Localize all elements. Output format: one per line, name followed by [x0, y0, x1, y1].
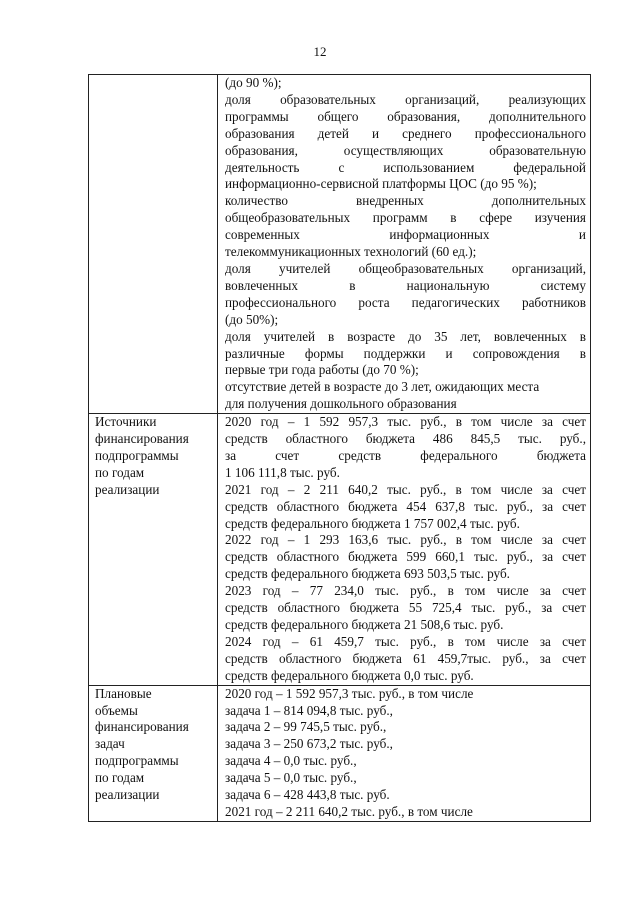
- content-line: средств федерального бюджета 1 757 002,4 тыс. руб.: [225, 515, 520, 531]
- row-label-line: подпрограммы: [95, 753, 179, 769]
- content-line: средств областного бюджета 486 845,5 тыс. руб.,: [225, 431, 586, 447]
- content-line: первые три года работы (до 70 %);: [225, 362, 419, 378]
- content-line: задача 4 – 0,0 тыс. руб.,: [225, 753, 357, 769]
- row-label-cell: [89, 75, 218, 414]
- content-line: образования, осуществляющих образовательную: [225, 142, 586, 158]
- row-content-cell: [218, 414, 591, 686]
- content-line: (до 90 %);: [225, 75, 282, 90]
- table-row: [89, 685, 591, 821]
- row-content-cell: [218, 75, 591, 414]
- content-line: 2020 год – 1 592 957,3 тыс. руб., в том числе за счет: [225, 414, 586, 430]
- content-line: доля учителей общеобразовательных организаций,: [225, 260, 586, 276]
- content-line: средств федерального бюджета 21 508,6 тыс. руб.: [225, 617, 504, 632]
- content-line: 2021 год – 2 211 640,2 тыс. руб., в том числе: [225, 803, 473, 819]
- content-line: доля образовательных организаций, реализующих: [225, 91, 586, 107]
- content-line: 2020 год – 1 592 957,3 тыс. руб., в том числе: [225, 685, 474, 701]
- content-line: деятельность с использованием федеральной: [225, 159, 586, 175]
- content-line: количество внедренных дополнительных: [225, 193, 586, 209]
- content-line: задача 6 – 428 443,8 тыс. руб.: [225, 787, 390, 803]
- row-label-line: подпрограммы: [95, 447, 179, 463]
- row-label-line: по годам: [95, 464, 145, 480]
- row-label-line: Источники: [95, 414, 157, 430]
- content-line: средств областного бюджета 61 459,7тыс. руб., за счет: [225, 650, 586, 666]
- row-label-line: по годам: [95, 770, 145, 786]
- content-line: программы общего образования, дополнительного: [225, 108, 586, 124]
- row-content-cell: [218, 685, 591, 821]
- content-line: средств областного бюджета 454 637,8 тыс. руб., за счет: [225, 498, 586, 514]
- row-label-line: Плановые: [95, 685, 152, 701]
- content-line: телекоммуникационных технологий (60 ед.);: [225, 244, 477, 260]
- content-line: задача 3 – 250 673,2 тыс. руб.,: [225, 736, 393, 752]
- content-line: общеобразовательных программ в сфере изучения: [225, 210, 586, 226]
- content-line: 2024 год – 61 459,7 тыс. руб., в том числе за счет: [225, 633, 586, 649]
- content-line: доля учителей в возрасте до 35 лет, вовлеченных в: [225, 328, 586, 344]
- row-label-line: финансирования: [95, 431, 189, 447]
- content-line: 2022 год – 1 293 163,6 тыс. руб., в том числе за счет: [225, 532, 586, 548]
- row-label-line: объемы: [95, 702, 138, 718]
- row-label-cell: [89, 685, 218, 821]
- content-line: современных информационных и: [225, 227, 586, 243]
- content-line: задача 5 – 0,0 тыс. руб.,: [225, 770, 357, 786]
- content-line: отсутствие детей в возрасте до 3 лет, ожидающих места: [225, 379, 540, 395]
- content-line: задача 2 – 99 745,5 тыс. руб.,: [225, 719, 387, 735]
- table-row: [89, 414, 591, 686]
- content-line: средств федерального бюджета 693 503,5 тыс. руб.: [225, 566, 510, 582]
- content-line: средств областного бюджета 55 725,4 тыс. руб., за счет: [225, 600, 586, 616]
- content-line: различные формы поддержки и сопровождения в: [225, 345, 586, 361]
- content-line: для получения дошкольного образования: [225, 396, 457, 412]
- content-line: вовлеченных в национальную систему: [225, 277, 586, 293]
- row-label-line: реализации: [95, 481, 160, 497]
- passport-table: [88, 74, 591, 822]
- content-line: информационно-сервисной платформы ЦОС (до 95 %);: [225, 176, 537, 192]
- content-line: 2023 год – 77 234,0 тыс. руб., в том числе за счет: [225, 583, 586, 599]
- content-line: за счет средств федерального бюджета: [225, 447, 586, 463]
- row-label-line: реализации: [95, 787, 160, 803]
- page-number: 12: [313, 44, 327, 59]
- content-line: (до 50%);: [225, 311, 279, 327]
- content-line: профессионального роста педагогических работников: [225, 294, 586, 310]
- content-line: средств федерального бюджета 0,0 тыс. руб.: [225, 667, 474, 683]
- table-row: [89, 75, 591, 414]
- content-line: задача 1 – 814 094,8 тыс. руб.,: [225, 702, 393, 718]
- row-label-line: задач: [95, 736, 125, 752]
- content-line: образования детей и среднего профессионального: [225, 125, 586, 141]
- content-line: 1 106 111,8 тыс. руб.: [225, 464, 340, 480]
- content-line: средств областного бюджета 599 660,1 тыс. руб., за счет: [225, 549, 586, 565]
- row-label-line: финансирования: [95, 719, 189, 735]
- row-label-cell: [89, 414, 218, 686]
- content-line: 2021 год – 2 211 640,2 тыс. руб., в том числе за счет: [225, 481, 586, 497]
- table-body: [89, 75, 591, 822]
